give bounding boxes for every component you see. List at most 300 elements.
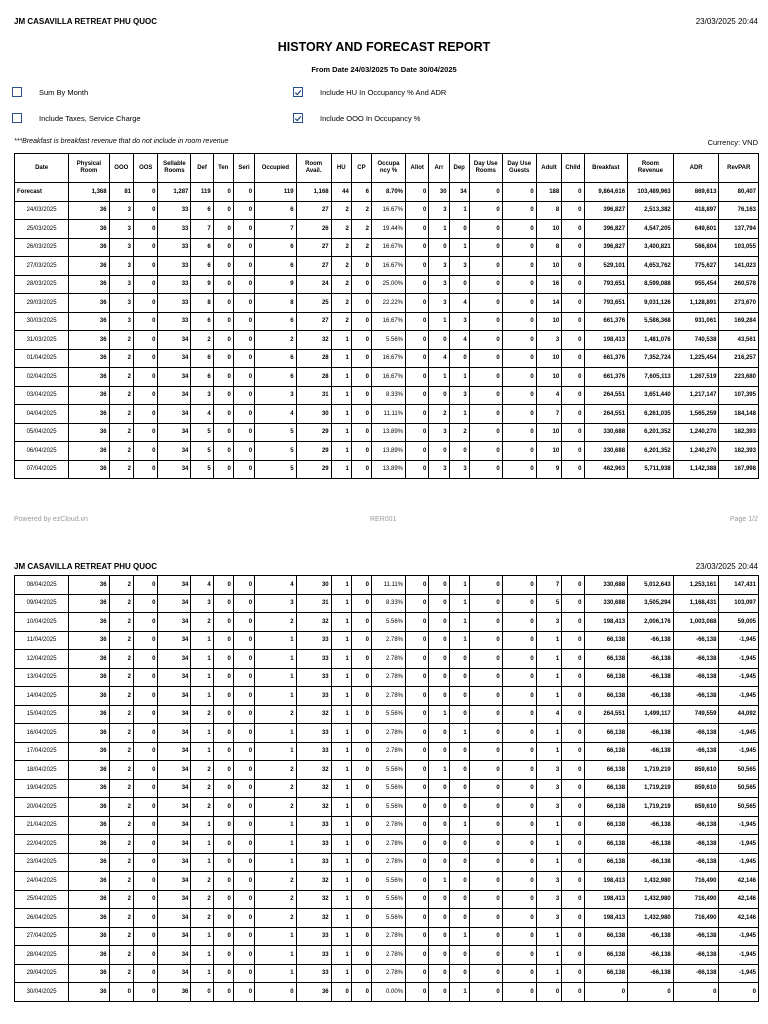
table-cell: 1,432,980 xyxy=(628,909,674,928)
table-cell: 32 xyxy=(296,872,331,891)
column-header: Sellable Rooms xyxy=(158,154,191,183)
table-cell: 36 xyxy=(69,613,109,632)
include-ooo-checkbox[interactable] xyxy=(293,113,303,123)
table-cell: 1 xyxy=(536,650,562,669)
table-cell: 0 xyxy=(469,853,502,872)
table-cell: 5,711,938 xyxy=(628,460,674,479)
table-cell: 0 xyxy=(213,705,233,724)
table-cell: 2 xyxy=(109,631,133,650)
table-cell: 36 xyxy=(69,705,109,724)
table-cell: 0 xyxy=(233,798,254,817)
table-cell: 0 xyxy=(351,816,371,835)
table-cell: 0 xyxy=(213,650,233,669)
table-cell: 0 xyxy=(584,983,628,1002)
table-cell: 0 xyxy=(562,946,584,965)
table-cell: 1 xyxy=(536,816,562,835)
table-cell: 0 xyxy=(469,368,502,387)
table-cell: 10 xyxy=(536,220,562,239)
table-cell: 33 xyxy=(296,816,331,835)
table-cell: 25.00% xyxy=(372,275,406,294)
table-cell: 34 xyxy=(158,576,191,595)
table-cell: 1 xyxy=(331,927,351,946)
table-cell: 2 xyxy=(191,872,213,891)
table-cell: 0 xyxy=(406,631,429,650)
table-cell: 6 xyxy=(191,312,213,331)
table-cell: 0 xyxy=(469,927,502,946)
table-cell: -66,138 xyxy=(628,668,674,687)
table-cell: 0 xyxy=(406,983,429,1002)
table-cell: 0 xyxy=(429,779,449,798)
table-cell: 0 xyxy=(449,964,469,983)
table-cell: 0 xyxy=(406,668,429,687)
table-cell: 0 xyxy=(469,349,502,368)
table-cell: 0 xyxy=(134,946,158,965)
table-cell: 2 xyxy=(331,275,351,294)
table-cell: 0 xyxy=(502,650,536,669)
option-include-hu[interactable] xyxy=(293,87,446,97)
table-cell: 2.78% xyxy=(372,668,406,687)
table-cell: 1 xyxy=(255,687,296,706)
table-cell: 2 xyxy=(109,368,133,387)
table-row xyxy=(15,909,759,928)
table-cell: 2 xyxy=(255,890,296,909)
table-cell: 0 xyxy=(406,238,429,257)
table-cell: 1 xyxy=(331,687,351,706)
sum-by-month-checkbox[interactable] xyxy=(12,87,22,97)
table-cell: 1 xyxy=(331,872,351,891)
table-cell: 1,499,117 xyxy=(628,705,674,724)
table-cell: 33 xyxy=(158,220,191,239)
table-cell: 0 xyxy=(351,257,371,276)
table-cell: 0 xyxy=(429,594,449,613)
table-cell: 34 xyxy=(158,460,191,479)
table-row xyxy=(15,613,759,632)
option-include-ooo[interactable] xyxy=(293,113,420,123)
table-cell: 9,031,126 xyxy=(628,294,674,313)
table-cell: 0 xyxy=(562,909,584,928)
table-cell: 17/04/2025 xyxy=(15,742,69,761)
table-cell: 1,225,454 xyxy=(673,349,719,368)
table-cell: 2 xyxy=(191,705,213,724)
table-cell: 66,138 xyxy=(584,668,628,687)
table-cell: 5,012,643 xyxy=(628,576,674,595)
include-hu-checkbox[interactable] xyxy=(293,87,303,97)
table-cell: 0 xyxy=(406,761,429,780)
table-cell: 0 xyxy=(351,927,371,946)
include-taxes-checkbox[interactable] xyxy=(12,113,22,123)
table-cell: 1 xyxy=(255,927,296,946)
table-cell: 0 xyxy=(406,594,429,613)
table-cell: 0 xyxy=(213,405,233,424)
table-cell: 5 xyxy=(191,423,213,442)
table-cell: 04/04/2025 xyxy=(15,405,69,424)
footer-powered-by: Powered by ezCloud.vn xyxy=(14,516,88,523)
table-cell: 169,284 xyxy=(719,312,759,331)
table-cell: 0 xyxy=(469,312,502,331)
table-cell: -66,138 xyxy=(673,946,719,965)
table-cell: 0 xyxy=(351,872,371,891)
table-cell: 0 xyxy=(134,442,158,461)
table-cell: 0 xyxy=(233,890,254,909)
table-cell: 0 xyxy=(502,294,536,313)
column-header: Day Use Rooms xyxy=(469,154,502,183)
table-cell: -1,945 xyxy=(719,742,759,761)
table-cell: 66,138 xyxy=(584,687,628,706)
table-cell: 0 xyxy=(213,460,233,479)
table-cell: 661,376 xyxy=(584,312,628,331)
table-cell: 2 xyxy=(255,798,296,817)
table-cell: 25/04/2025 xyxy=(15,890,69,909)
table-row xyxy=(15,460,759,479)
table-cell: 2 xyxy=(109,742,133,761)
table-cell: 1 xyxy=(449,594,469,613)
table-cell: 418,897 xyxy=(673,201,719,220)
table-cell: 1 xyxy=(331,705,351,724)
table-cell: 0 xyxy=(429,650,449,669)
table-cell: 18/04/2025 xyxy=(15,761,69,780)
table-cell: 859,610 xyxy=(673,761,719,780)
table-cell: 216,257 xyxy=(719,349,759,368)
table-cell: 7 xyxy=(255,220,296,239)
table-cell: 188 xyxy=(536,183,562,202)
table-cell: 2 xyxy=(109,853,133,872)
table-cell: 0 xyxy=(429,687,449,706)
table-cell: 0 xyxy=(134,275,158,294)
table-cell: 2 xyxy=(109,946,133,965)
table-cell: -66,138 xyxy=(673,687,719,706)
table-cell: -66,138 xyxy=(673,816,719,835)
table-cell: -66,138 xyxy=(628,816,674,835)
table-cell: 2 xyxy=(109,405,133,424)
table-cell: -66,138 xyxy=(628,853,674,872)
table-cell: 0.00% xyxy=(372,983,406,1002)
table-cell: 33 xyxy=(296,927,331,946)
table-cell: 2 xyxy=(255,761,296,780)
table-cell: 34 xyxy=(158,779,191,798)
column-header: Child xyxy=(562,154,584,183)
column-header: Dep xyxy=(449,154,469,183)
table-cell: 19/04/2025 xyxy=(15,779,69,798)
table-cell: 0 xyxy=(406,386,429,405)
table-cell: 0 xyxy=(134,368,158,387)
table-cell: 2 xyxy=(191,331,213,350)
table-row xyxy=(15,331,759,350)
table-cell: 2.78% xyxy=(372,742,406,761)
table-cell: 0 xyxy=(429,442,449,461)
table-cell: 184,148 xyxy=(719,405,759,424)
table-cell: 2 xyxy=(191,761,213,780)
table-cell: 0 xyxy=(429,742,449,761)
table-cell: 28 xyxy=(296,368,331,387)
table-cell: 34 xyxy=(449,183,469,202)
table-cell: 3,651,440 xyxy=(628,386,674,405)
table-cell: 0 xyxy=(469,890,502,909)
table-cell: 34 xyxy=(158,705,191,724)
table-cell: 1 xyxy=(331,964,351,983)
table-cell: 0 xyxy=(233,201,254,220)
table-cell: 22/04/2025 xyxy=(15,835,69,854)
table-row xyxy=(15,275,759,294)
table-cell: 33 xyxy=(158,312,191,331)
table-cell: 0 xyxy=(502,368,536,387)
page2-header xyxy=(14,562,758,571)
table-cell: 0 xyxy=(429,890,449,909)
table-cell: 1 xyxy=(191,816,213,835)
column-header: Date xyxy=(15,154,69,183)
table-cell: 0 xyxy=(502,724,536,743)
table-cell: 0 xyxy=(233,668,254,687)
table-cell: 1 xyxy=(449,983,469,1002)
table-cell: 3 xyxy=(429,257,449,276)
table-row xyxy=(15,687,759,706)
table-cell: 0 xyxy=(213,668,233,687)
table-cell: 1 xyxy=(331,631,351,650)
table-cell: 34 xyxy=(158,631,191,650)
table-cell: 0 xyxy=(351,761,371,780)
page1-header xyxy=(14,17,758,26)
table-cell: 5.56% xyxy=(372,798,406,817)
table-cell: 42,146 xyxy=(719,872,759,891)
table-cell: 0 xyxy=(134,724,158,743)
table-cell: 0 xyxy=(134,983,158,1002)
table-cell: 0 xyxy=(233,349,254,368)
table-cell: 0 xyxy=(562,442,584,461)
table-cell: 0 xyxy=(213,201,233,220)
table-cell: 661,376 xyxy=(584,349,628,368)
table-cell: 4 xyxy=(449,294,469,313)
table-cell: 2 xyxy=(331,257,351,276)
table-cell: 2 xyxy=(109,761,133,780)
table-cell: 0 xyxy=(351,687,371,706)
table-cell: 3 xyxy=(449,386,469,405)
table-cell: 8,599,088 xyxy=(628,275,674,294)
table-cell: 3 xyxy=(536,872,562,891)
table-cell: 10 xyxy=(536,349,562,368)
table-cell: -66,138 xyxy=(628,687,674,706)
table-cell: 36 xyxy=(69,275,109,294)
table-cell: 0 xyxy=(406,890,429,909)
table-cell: 34 xyxy=(158,761,191,780)
table-cell: 0 xyxy=(628,983,674,1002)
table-cell: 0 xyxy=(233,576,254,595)
table-cell: 1 xyxy=(429,872,449,891)
table-cell: 1 xyxy=(255,668,296,687)
table-cell: 1 xyxy=(331,405,351,424)
table-cell: 0 xyxy=(406,909,429,928)
table-cell: 34 xyxy=(158,386,191,405)
table-cell: 0 xyxy=(406,946,429,965)
table-cell: 264,551 xyxy=(584,705,628,724)
table-row xyxy=(15,294,759,313)
table-cell: 0 xyxy=(191,983,213,1002)
table-row xyxy=(15,594,759,613)
table-cell: 16.67% xyxy=(372,201,406,220)
table-cell: 24/04/2025 xyxy=(15,872,69,891)
table-cell: 0 xyxy=(213,423,233,442)
column-header: Day Use Guests xyxy=(502,154,536,183)
table-cell: 0 xyxy=(562,220,584,239)
table-cell: 103,489,963 xyxy=(628,183,674,202)
table-cell: 0 xyxy=(233,368,254,387)
table-cell: -66,138 xyxy=(628,835,674,854)
table-cell: 25 xyxy=(296,294,331,313)
table-cell: 50,565 xyxy=(719,779,759,798)
table-cell: 5 xyxy=(255,423,296,442)
table-cell: 0 xyxy=(233,946,254,965)
table-cell: 16 xyxy=(536,275,562,294)
table-cell: 0 xyxy=(134,687,158,706)
table-cell: 1 xyxy=(255,835,296,854)
table-cell: 0 xyxy=(502,668,536,687)
table-cell: 10 xyxy=(536,442,562,461)
table-cell: 0 xyxy=(213,687,233,706)
table-cell: 0 xyxy=(406,705,429,724)
table-cell: 29/04/2025 xyxy=(15,964,69,983)
breakfast-note: ***Breakfast is breakfast revenue that do not include in room revenue xyxy=(14,138,229,145)
table-cell: 5.56% xyxy=(372,872,406,891)
table-cell: 0 xyxy=(469,183,502,202)
table-cell: 13.89% xyxy=(372,460,406,479)
table-cell: 33 xyxy=(296,631,331,650)
table-cell: 2 xyxy=(109,423,133,442)
table-cell: 34 xyxy=(158,890,191,909)
table-cell: 0 xyxy=(233,238,254,257)
table-cell: 2 xyxy=(331,201,351,220)
table-cell: 0 xyxy=(213,761,233,780)
table-cell: 0 xyxy=(406,927,429,946)
table-cell: 0 xyxy=(449,687,469,706)
table-cell: 3 xyxy=(191,594,213,613)
table-cell: 0 xyxy=(429,724,449,743)
table-cell: 1 xyxy=(331,835,351,854)
table-cell: 0 xyxy=(502,798,536,817)
table-cell: 1 xyxy=(331,909,351,928)
table-cell: 36 xyxy=(69,668,109,687)
table-row xyxy=(15,650,759,669)
table-cell: 0 xyxy=(562,613,584,632)
checkmark-icon xyxy=(294,88,302,97)
table-cell: 2 xyxy=(255,331,296,350)
column-header: Def xyxy=(191,154,213,183)
table-cell: 0 xyxy=(469,724,502,743)
table-cell: 33 xyxy=(296,835,331,854)
table-cell: 36 xyxy=(69,946,109,965)
table-cell: 31/03/2025 xyxy=(15,331,69,350)
table-cell: 2.78% xyxy=(372,964,406,983)
table-cell: 32 xyxy=(296,613,331,632)
table-cell: 0 xyxy=(233,927,254,946)
table-cell: 0 xyxy=(213,613,233,632)
table-cell: 0 xyxy=(562,460,584,479)
table-cell: 0 xyxy=(406,201,429,220)
table-cell: 36 xyxy=(296,983,331,1002)
table-cell: 36 xyxy=(69,594,109,613)
table-cell: 0 xyxy=(469,460,502,479)
table-cell: 36 xyxy=(69,576,109,595)
table-cell: 0 xyxy=(331,983,351,1002)
table-cell: 716,490 xyxy=(673,872,719,891)
table-cell: 0 xyxy=(502,927,536,946)
table-cell: 0 xyxy=(502,460,536,479)
table-cell: 1 xyxy=(191,650,213,669)
table-cell: 6 xyxy=(191,368,213,387)
table-cell: 8 xyxy=(255,294,296,313)
table-cell: 0 xyxy=(134,964,158,983)
table-cell: 24 xyxy=(296,275,331,294)
table-cell: 6 xyxy=(255,368,296,387)
table-cell: 1 xyxy=(536,724,562,743)
table-cell: 36 xyxy=(69,220,109,239)
table-cell: 2 xyxy=(351,220,371,239)
table-cell: 0 xyxy=(469,576,502,595)
table-cell: 0 xyxy=(429,631,449,650)
table-cell: 0 xyxy=(469,650,502,669)
option-include-taxes[interactable] xyxy=(12,113,141,123)
table-cell: -66,138 xyxy=(673,668,719,687)
table-cell: 0 xyxy=(562,201,584,220)
table-cell: 566,804 xyxy=(673,238,719,257)
table-cell: 1 xyxy=(255,964,296,983)
table-cell: 07/04/2025 xyxy=(15,460,69,479)
table-cell: 2 xyxy=(429,405,449,424)
option-sum-by-month[interactable] xyxy=(12,87,88,97)
table-cell: 6,201,352 xyxy=(628,442,674,461)
table-cell: 0 xyxy=(213,368,233,387)
table-cell: 31 xyxy=(296,594,331,613)
table-cell: 1 xyxy=(331,423,351,442)
table-cell: 0 xyxy=(429,331,449,350)
table-cell: 27 xyxy=(296,312,331,331)
table-cell: 3 xyxy=(536,761,562,780)
table-cell: 0 xyxy=(134,201,158,220)
table-cell: 0 xyxy=(673,983,719,1002)
table-cell: Forecast xyxy=(15,183,69,202)
table-cell: 3 xyxy=(191,386,213,405)
table-cell: 33 xyxy=(296,964,331,983)
table-cell: 1 xyxy=(331,890,351,909)
table-cell: -1,945 xyxy=(719,964,759,983)
table-cell: 0 xyxy=(406,368,429,387)
table-cell: 2 xyxy=(449,423,469,442)
column-header: Physical Room xyxy=(69,154,109,183)
table-cell: 2 xyxy=(191,779,213,798)
table-cell: 0 xyxy=(351,798,371,817)
table-cell: 147,431 xyxy=(719,576,759,595)
table-cell: 0 xyxy=(449,742,469,761)
table-cell: 1 xyxy=(255,816,296,835)
table-cell: 6 xyxy=(255,238,296,257)
table-cell: 2 xyxy=(109,779,133,798)
table-cell: 0 xyxy=(351,946,371,965)
table-cell: 0 xyxy=(469,705,502,724)
table-cell: 1 xyxy=(331,946,351,965)
table-cell: 28/03/2025 xyxy=(15,275,69,294)
table-cell: 01/04/2025 xyxy=(15,349,69,368)
column-header: RevPAR xyxy=(719,154,759,183)
table-cell: 5 xyxy=(191,442,213,461)
table-cell: 13/04/2025 xyxy=(15,668,69,687)
column-header: Arr xyxy=(429,154,449,183)
table-cell: 5.56% xyxy=(372,779,406,798)
table-cell: 0 xyxy=(469,294,502,313)
table-cell: 2 xyxy=(109,331,133,350)
table-cell: 32 xyxy=(296,798,331,817)
table-cell: 30/03/2025 xyxy=(15,312,69,331)
table-cell: 0 xyxy=(134,631,158,650)
table-cell: 0 xyxy=(233,631,254,650)
table-cell: 66,138 xyxy=(584,631,628,650)
table-cell: 0 xyxy=(351,442,371,461)
